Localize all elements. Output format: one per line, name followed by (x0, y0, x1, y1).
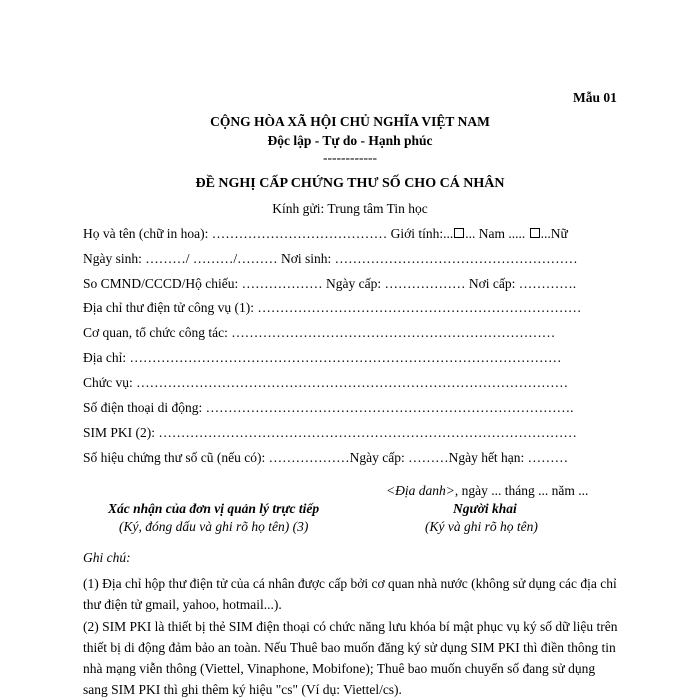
notes-heading: Ghi chú: (83, 550, 131, 565)
divider: ------------ (323, 150, 377, 165)
page-title: ĐỀ NGHỊ CẤP CHỨNG THƯ SỐ CHO CÁ NHÂN (195, 176, 505, 191)
field-address: Địa chỉ: …………………………………………………………………………………… (83, 350, 562, 365)
male-label: ... Nam ..... (465, 226, 529, 241)
field-phone: Số điện thoại di động: ………………………………………………………………………. (83, 400, 574, 415)
date-label: , ngày ... tháng ... năm ... (454, 483, 589, 498)
female-label: ...Nữ (540, 226, 568, 241)
field-email: Địa chỉ thư điện tử công vụ (1): ……………………………………………………………… (83, 300, 582, 315)
motto: Độc lập - Tự do - Hạnh phúc (267, 133, 433, 148)
field-name-gender (83, 226, 568, 242)
form-code: Mẫu 01 (573, 90, 617, 105)
field-old-cert: Số hiệu chứng thư số cũ (nếu có): ………………Ngày cấp: ………Ngày hết hạn: ……… (83, 450, 569, 465)
note-1: (1) Địa chỉ hộp thư điện tử của cá nhân được cấp bởi cơ quan nhà nước (không sử dụng các địa chỉ thư điện tử gmail, yahoo, hotmail...). (83, 576, 617, 612)
field-id: So CMND/CCCD/Hộ chiếu: ……………… Ngày cấp: ……………… Nơi cấp: …………. (83, 276, 577, 291)
checkbox-male[interactable] (454, 228, 464, 238)
place-date (386, 483, 588, 499)
place-label: <Địa danh> (386, 483, 455, 498)
right-signature-note: (Ký và ghi rõ họ tên) (425, 519, 538, 534)
name-label: Họ và tên (chữ in hoa): ………………………………… Giới tính:... (83, 226, 454, 241)
field-position: Chức vụ: …………………………………………………………………………………… (83, 375, 569, 390)
checkbox-female[interactable] (530, 228, 540, 238)
left-signature-title: Xác nhận của đơn vị quản lý trực tiếp (108, 501, 320, 516)
field-org: Cơ quan, tổ chức công tác: ……………………………………………………………… (83, 325, 556, 340)
field-sim: SIM PKI (2): ………………………………………………………………………………… (83, 425, 577, 440)
field-dob: Ngày sinh: ………/ ………/……… Nơi sinh: ……………………………………………… (83, 251, 578, 266)
recipient: Kính gửi: Trung tâm Tin học (272, 201, 428, 216)
nation-header: CỘNG HÒA XÃ HỘI CHỦ NGHĨA VIỆT NAM (210, 114, 490, 129)
note-2: (2) SIM PKI là thiết bị thẻ SIM điện thoại có chức năng lưu khóa bí mật phục vụ ký số dữ liệu trên thiết bị di động đảm bảo an toàn. Nếu Thuê bao muốn đăng ký sử dụng SIM PKI thì điền thông tin nhà mạng viễn thông (Viettel, Vinaphone, Mobifone); Thuê bao muốn chuyển số đang sử dụng sang SIM PKI thì ghi thêm ký hiệu "cs" (Ví dụ: Viettel/cs). (83, 619, 618, 697)
left-signature-note: (Ký, đóng dấu và ghi rõ họ tên) (3) (119, 519, 309, 534)
right-signature-title: Người khai (453, 501, 517, 516)
